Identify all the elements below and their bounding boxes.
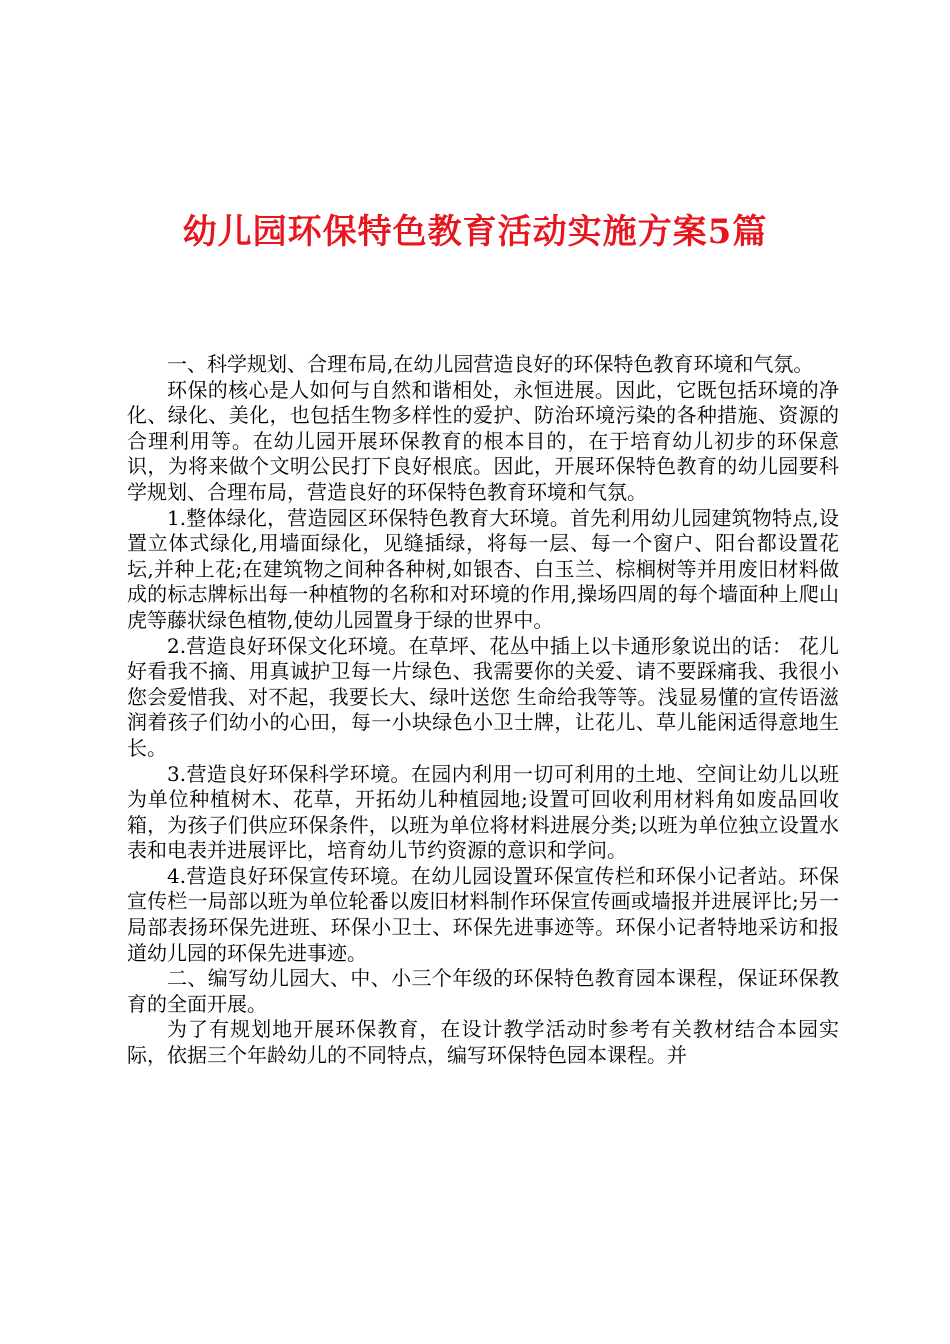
paragraph-item-3: 3.营造良好环保科学环境。在园内利用一切可利用的土地、空间让幼儿以班为单位种植树木、花草，开拓幼儿种植园地;设置可回收利用材料角如废品回收箱，为孩子们供应环保条件，以班为单位将材料进展分类;以班为单位独立设置水表和电表并进展评比，培育幼儿节约资源的意识和学问。 <box>127 761 839 863</box>
paragraph-curriculum: 为了有规划地开展环保教育，在设计教学活动时参考有关教材结合本园实际，依据三个年龄幼儿的不同特点，编写环保特色园本课程。并 <box>127 1017 839 1068</box>
paragraph-item-1: 1.整体绿化，营造园区环保特色教育大环境。首先利用幼儿园建筑物特点,设置立体式绿化,用墙面绿化，见缝插绿，将每一层、每一个窗户、阳台都设置花坛,并种上花;在建筑物之间种各种树,如银杏、白玉兰、棕榈树等并用废旧材料做成的标志牌标出每一种植物的名称和对环境的作用,操场四周的每个墙面种上爬山虎等藤状绿色植物,使幼儿园置身于绿的世界中。 <box>127 505 839 632</box>
section-heading-1: 一、科学规划、合理布局,在幼儿园营造良好的环保特色教育环境和气氛。 <box>167 352 814 376</box>
paragraph-item-2: 2.营造良好环保文化环境。在草坪、花丛中插上以卡通形象说出的话： 花儿好看我不摘、用真诚护卫每一片绿色、我需要你的关爱、请不要踩痛我、我很小 您会爱惜我、对不起，我要长大、绿叶送您 生命给我等等。浅显易懂的宣传语滋润着孩子们幼小的心田，每一小块绿色小卫士牌，让花儿、草儿能闲适得意地生长。 <box>127 633 839 760</box>
document-title: 幼儿园环保特色教育活动实施方案5篇 <box>182 212 768 252</box>
document-body <box>127 352 839 1069</box>
paragraph-core-concept: 环保的核心是人如何与自然和谐相处，永恒进展。因此，它既包括环境的净化、绿化、美化，也包括生物多样性的爱护、防治环境污染的各种措施、资源的合理利用等。在幼儿园开展环保教育的根本目的，在于培育幼儿初步的环保意识，为将来做个文明公民打下良好根底。因此，开展环保特色教育的幼儿园要科学规划、合理布局，营造良好的环保特色教育环境和气氛。 <box>127 377 839 504</box>
paragraph-item-4: 4.营造良好环保宣传环境。在幼儿园设置环保宣传栏和环保小记者站。环保宣传栏一局部以班为单位轮番以废旧材料制作环保宣传画或墙报并进展评比;另一局部表扬环保先进班、环保小卫士、环保先进事迹等。环保小记者特地采访和报道幼儿园的环保先进事迹。 <box>127 863 839 965</box>
section-heading-2: 二、编写幼儿园大、中、小三个年级的环保特色教育园本课程，保证环保教育的全面开展。 <box>127 966 839 1016</box>
